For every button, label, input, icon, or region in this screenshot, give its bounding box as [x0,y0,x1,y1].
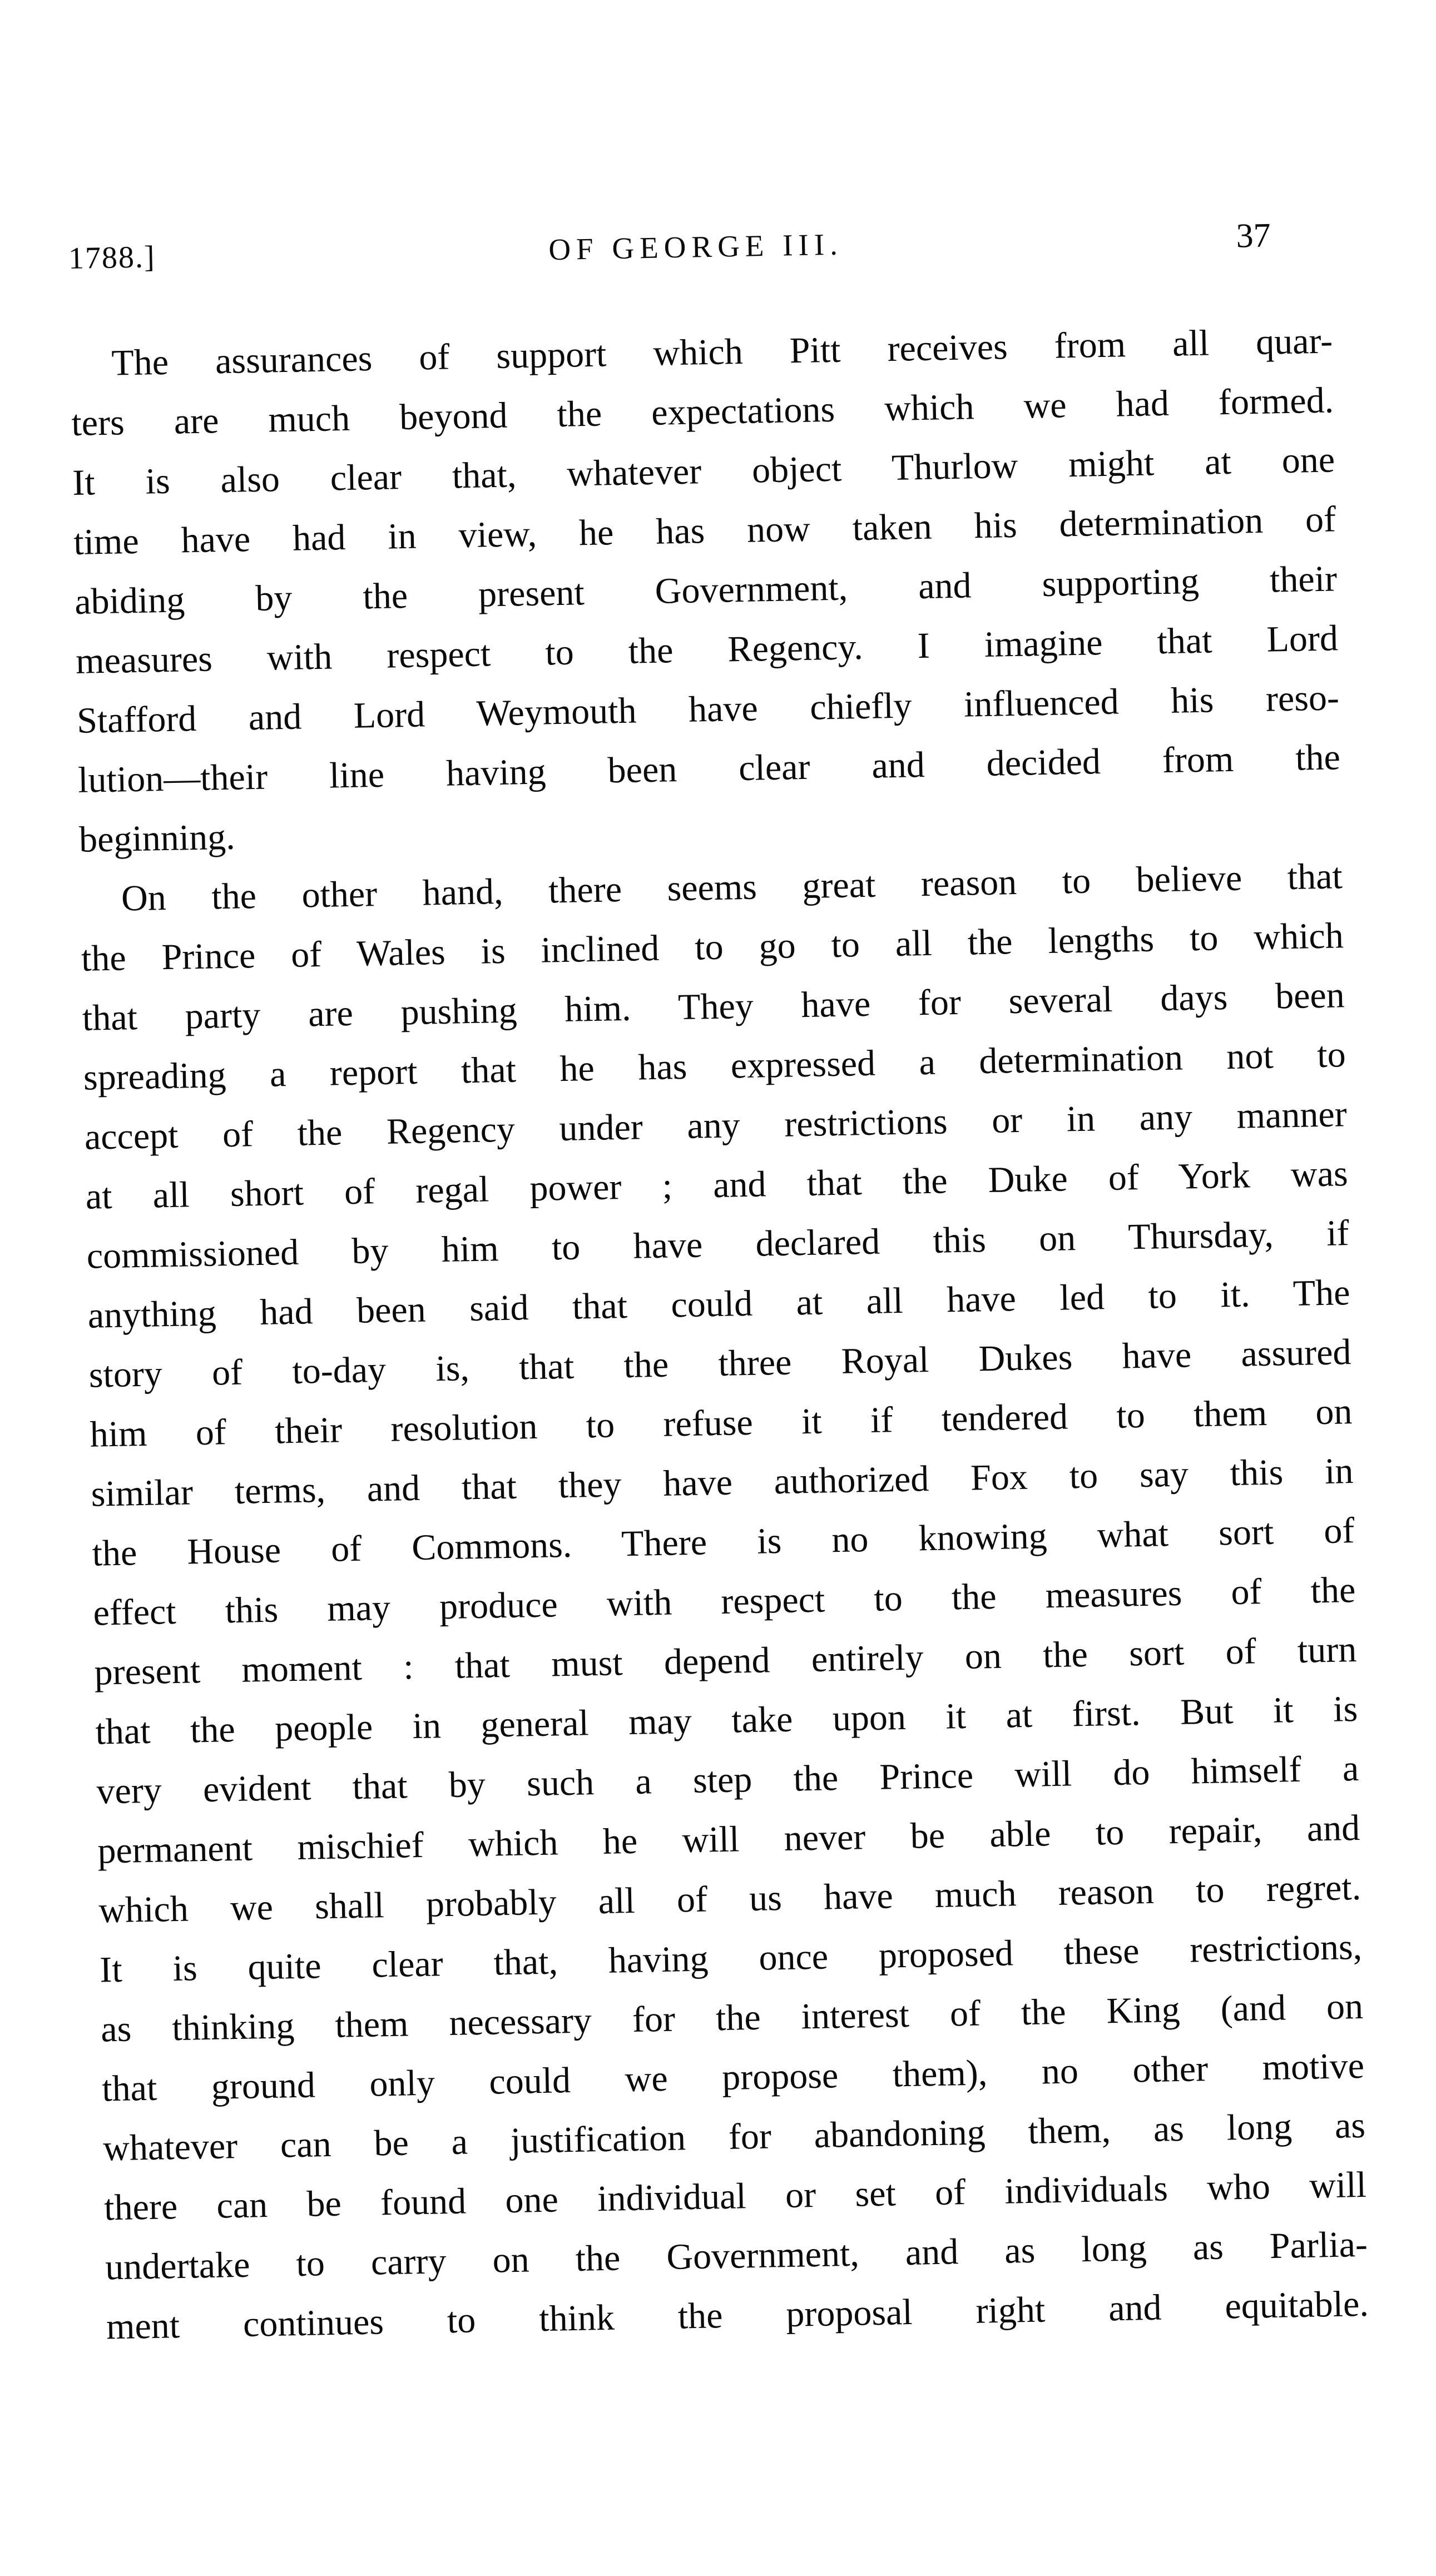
header-running-title: OF GEORGE III. [548,227,844,267]
header-page-number: 37 [1235,216,1271,255]
text-line: the House of Commons. There is no knowing what sort of [92,1510,1355,1574]
text-line: as thinking them necessary for the interest of the King (and on [100,1986,1364,2050]
text-line: which we shall probably all of us have much reason to regret. [98,1867,1361,1931]
text-line: there can be found one individual or set of individuals who will [103,2164,1367,2228]
text-line: undertake to carry on the Government, and as long as Parlia- [105,2223,1368,2288]
text-line: beginning. [78,816,236,860]
text-line: anything had been said that could at all have led to it. The [87,1272,1351,1336]
header-year: 1788.] [68,240,156,276]
text-line: commissioned by him to have declared this on Thursday, if [86,1213,1350,1277]
text-line: It is quite clear that, having once proposed these restrictions, [99,1926,1363,1991]
text-line: the Prince of Wales is inclined to go to all the lengths to which [81,915,1344,979]
text-line: permanent mischief which he will never be able to repair, and [97,1807,1360,1872]
text-line: It is also clear that, whatever object Thurlow might at one [72,439,1335,503]
text-line: ment continues to think the proposal right and equitable. [106,2283,1369,2347]
text-line: abiding by the present Government, and supporting their [74,558,1338,622]
text-line: him of their resolution to refuse it if tendered to them on [90,1391,1353,1455]
text-line: at all short of regal power ; and that the Duke of York was [85,1153,1349,1217]
text-line: spreading a report that he has expressed a determination not to [83,1034,1346,1098]
text-line: On the other hand, there seems great reason to believe that [121,856,1343,919]
page-body [70,311,1369,2356]
text-line: whatever can be a justification for abandoning them, as long as [102,2105,1366,2169]
page-header [68,212,1331,281]
text-line: that ground only could we propose them), no other motive [101,2045,1365,2110]
text-line: The assurances of support which Pitt receives from all quar- [111,320,1333,384]
text-line: similar terms, and that they have authorized Fox to say this in [91,1451,1354,1515]
text-line: very evident that by such a step the Prince will do himself a [96,1748,1359,1812]
text-line: effect this may produce with respect to the measures of the [92,1570,1356,1634]
text-line: measures with respect to the Regency. I imagine that Lord [75,618,1339,682]
text-line: that the people in general may take upon it at first. But it is [95,1689,1358,1753]
text-line: story of to-day is, that the three Royal Dukes have assured [88,1332,1352,1396]
text-line: accept of the Regency under any restrictions or in any manner [84,1094,1348,1158]
text-line: time have had in view, he has now taken his determination of [73,499,1336,563]
book-page [68,212,1369,2356]
text-line: Stafford and Lord Weymouth have chiefly influenced his reso- [76,677,1340,741]
text-line: present moment : that must depend entirely on the sort of turn [93,1629,1357,1693]
text-line: that party are pushing him. They have for several days been [82,975,1345,1039]
text-line: ters are much beyond the expectations which we had formed. [71,380,1334,444]
text-line: lution—their line having been clear and decided from the [77,737,1341,801]
